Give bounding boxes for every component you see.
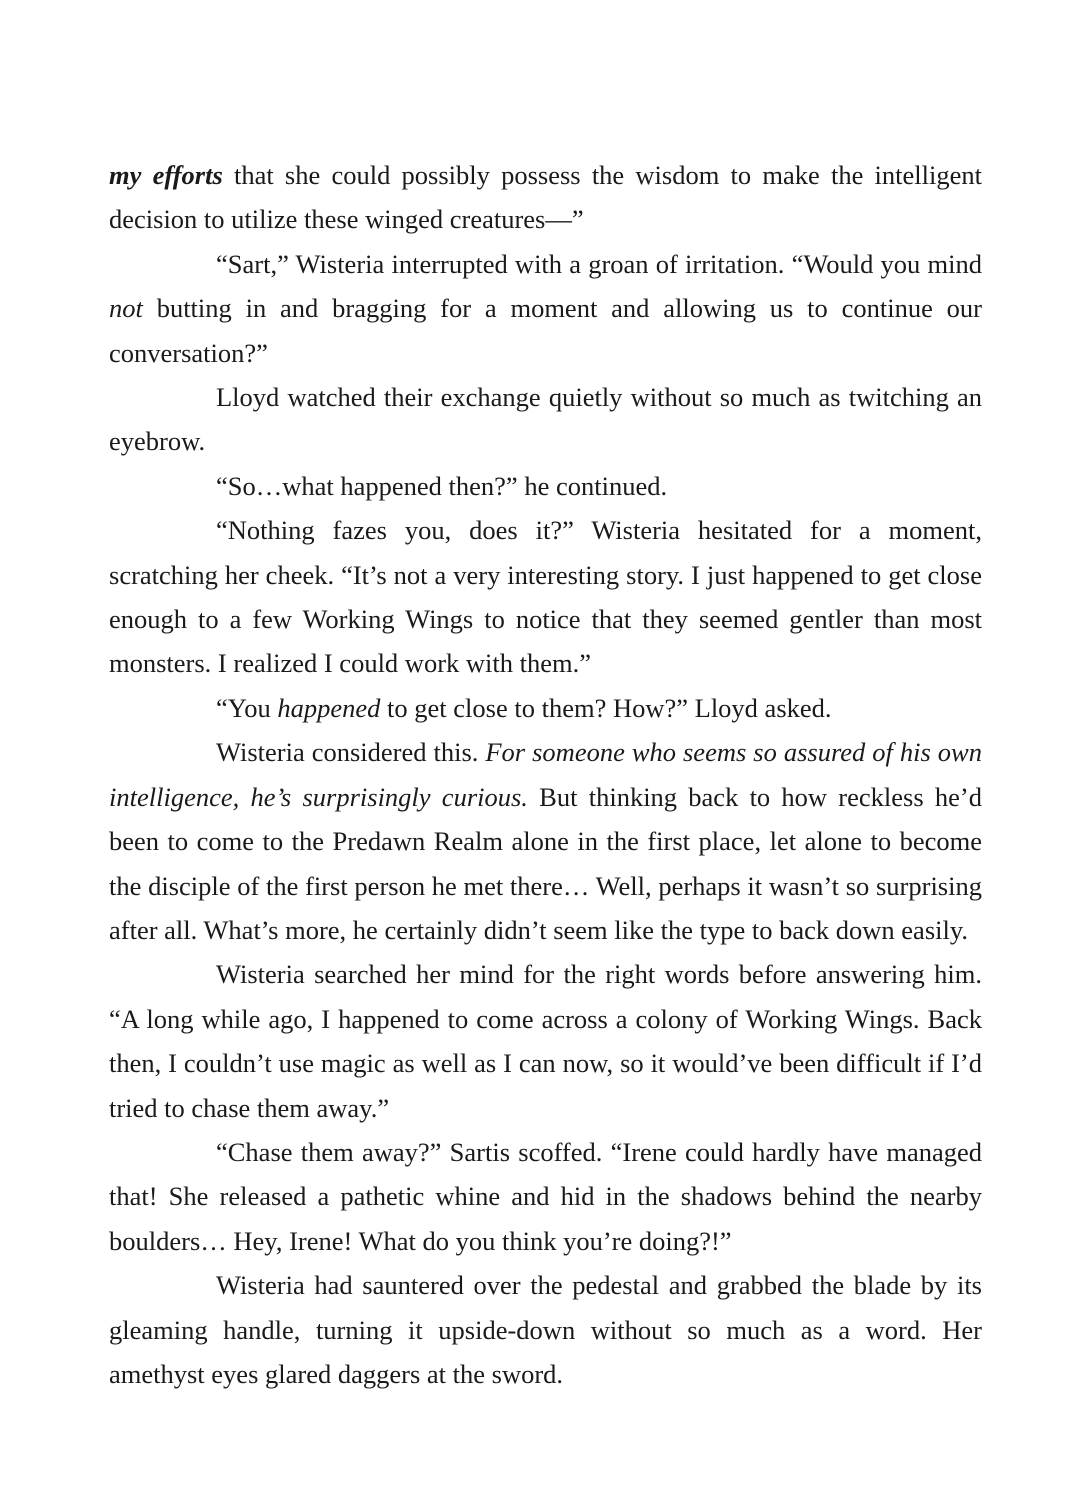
page-body-text (109, 153, 982, 1396)
text-run: that she could possibly possess the wisdom to make the intelligent decision to utilize these winged creatures—” (109, 160, 982, 235)
paragraph (109, 153, 982, 242)
paragraph (109, 952, 982, 1130)
text-run: “Sart,” Wisteria interrupted with a groan of irritation. “Would you mind (216, 248, 982, 279)
text-run: “So…what happened then?” he continued. (216, 470, 668, 501)
paragraph (109, 242, 982, 375)
paragraph (109, 375, 982, 464)
text-run: Wisteria had sauntered over the pedestal and grabbed the blade by its gleaming handle, turning it upside-down without so much as a word. Her amethyst eyes glared daggers at the sword. (109, 1270, 982, 1389)
paragraph (109, 1263, 982, 1396)
strong-emphasis (109, 160, 223, 190)
text-run: Wisteria considered this. (216, 737, 486, 768)
emphasis-italic: happened (277, 692, 381, 723)
text-run: butting in and bragging for a moment and allowing us to continue our conversation?” (109, 293, 982, 368)
paragraph (109, 464, 982, 508)
text-run: “Chase them away?” Sartis scoffed. “Irene could hardly have managed that! She released a pathetic whine and hid in the shadows behind the nearby boulders… Hey, Irene! What do you think you’re doing?!” (109, 1136, 982, 1256)
text-run: to get close to them? How?” Lloyd asked. (380, 692, 832, 723)
text-run: But thinking back to how reckless he’d been to come to the Predawn Realm alone in the first place, let alone to become the disciple of the first person he met there… Well, perhaps it wasn’t so surprising after all. What’s more, he certainly didn’t seem like the type to back down easily. (109, 781, 982, 945)
text-run: “Nothing fazes you, does it?” Wisteria hesitated for a moment, scratching her cheek. “It’s not a very interesting story. I just happened to get close enough to a few Working Wings to notice that they seemed gentler than most monsters. I realized I could work with them.” (109, 515, 982, 679)
paragraph (109, 686, 982, 730)
text-run: Wisteria searched her mind for the right words before answering him. “A long while ago, I happened to come across a colony of Working Wings. Back then, I couldn’t use magic as well as I can now, so it would’ve been difficult if I’d tried to chase them away.” (109, 959, 982, 1123)
emphasis-italic: not (109, 293, 143, 324)
text-run: “You (216, 692, 278, 723)
text-run: Lloyd watched their exchange quietly without so much as twitching an eyebrow. (109, 382, 982, 457)
paragraph (109, 730, 982, 952)
paragraph (109, 508, 982, 686)
emphasis-italic: For someone who seems so assured of his own intelligence, he’s surprisingly curious. (109, 737, 982, 812)
emphasis-bold-italic: my efforts (109, 160, 223, 190)
paragraph (109, 1130, 982, 1263)
